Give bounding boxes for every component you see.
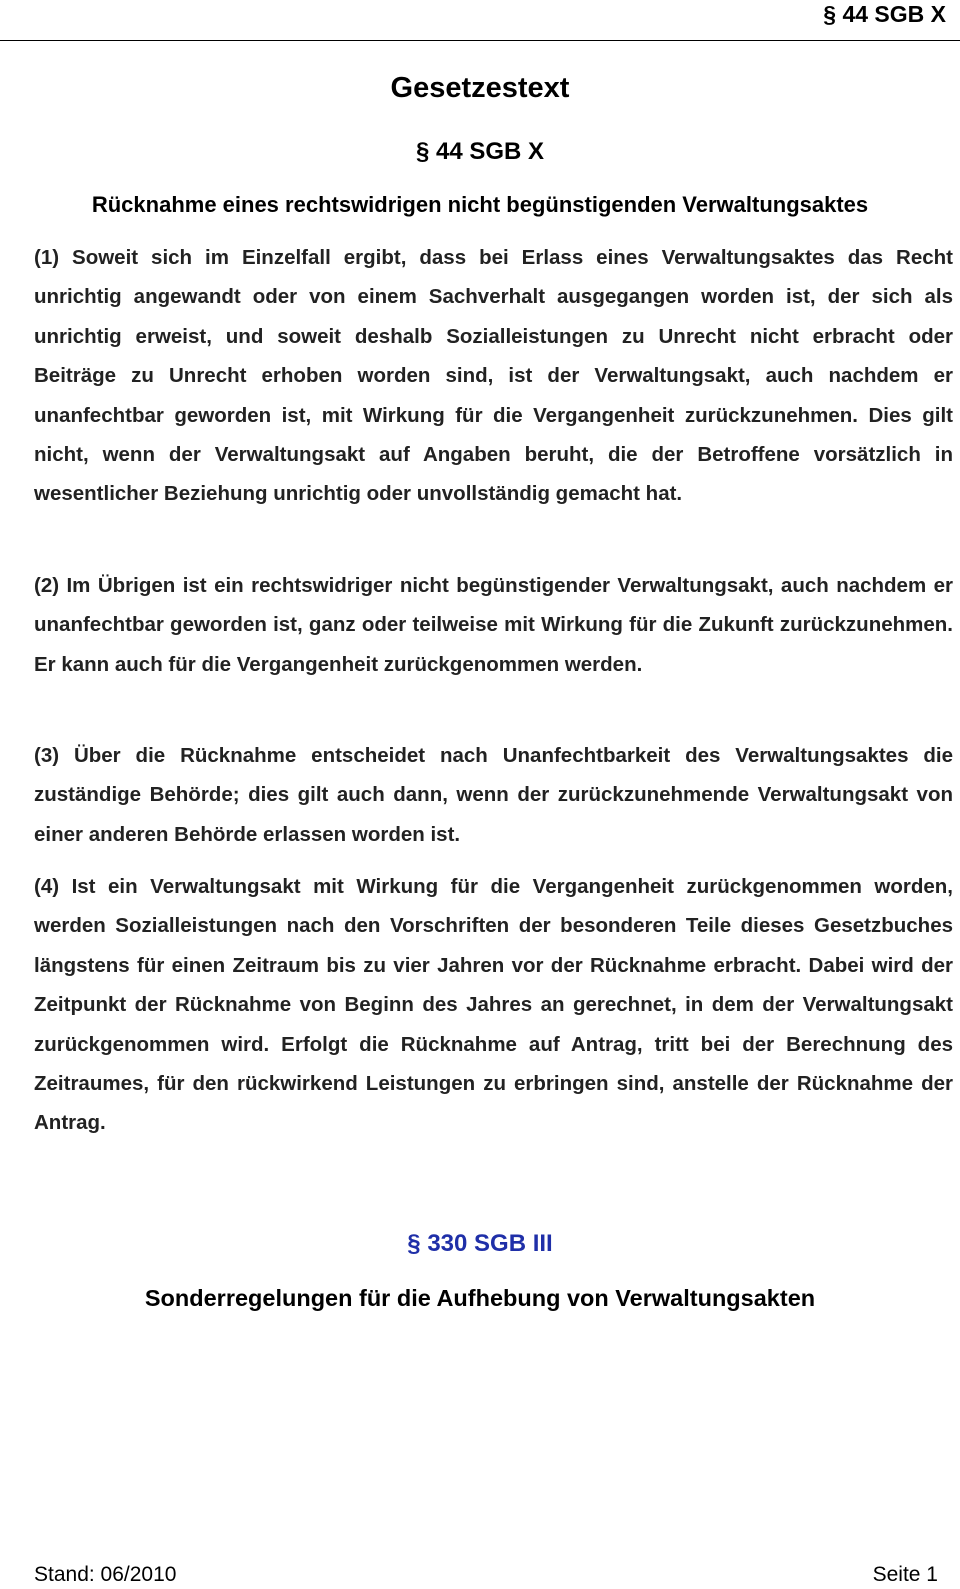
footer-page-number: Seite 1 — [872, 1563, 938, 1586]
section-subtitle-330-sgb-iii: Sonderregelungen für die Aufhebung von Verwaltungsakten — [144, 1285, 816, 1311]
section-heading-330-sgb-iii-link[interactable]: § 330 SGB III — [407, 1230, 553, 1257]
header-divider — [0, 40, 960, 41]
section-heading-44-sgb-x: § 44 SGB X — [415, 138, 545, 165]
footer-stand-date: Stand: 06/2010 — [34, 1563, 177, 1586]
paragraph-1: (1) Soweit sich im Einzelfall ergibt, dass bei Erlass eines Verwaltungsaktes das Recht unrichtig angewandt oder von einem Sachverhalt ausgegangen worden ist, der sich als unrichtig erweist, und soweit deshalb Sozialleistungen zu Unrecht nicht erbracht oder Beiträge zu Unrecht erhoben worden sind, ist der Verwaltungsakt, auch nachdem er unanfechtbar geworden ist, mit Wirkung für die Vergangenheit zurückzunehmen. Dies gilt nicht, wenn der Verwaltungsakt auf Angaben beruht, die der Betroffene vorsätzlich in wesentlicher Beziehung unrichtig oder unvollständig gemacht hat. — [34, 246, 953, 506]
paragraph-3: (3) Über die Rücknahme entscheidet nach Unanfechtbarkeit des Verwaltungsaktes die zuständige Behörde; dies gilt auch dann, wenn der zurückzunehmende Verwaltungsakt von einer anderen Behörde erlassen worden ist. — [34, 744, 953, 846]
paragraph-2: (2) Im Übrigen ist ein rechtswidriger nicht begünstigender Verwaltungsakt, auch nachdem er unanfechtbar geworden ist, ganz oder teilweise mit Wirkung für die Zukunft zurückzunehmen. Er kann auch für die Vergangenheit zurückgenommen werden. — [34, 574, 953, 676]
running-header-title: § 44 SGB X — [823, 1, 946, 27]
page-title: Gesetzestext — [390, 72, 570, 104]
section-subtitle-44-sgb-x: Rücknahme eines rechtswidrigen nicht begünstigenden Verwaltungsaktes — [91, 192, 869, 217]
paragraph-4: (4) Ist ein Verwaltungsakt mit Wirkung für die Vergangenheit zurückgenommen worden, werden Sozialleistungen nach den Vorschriften der besonderen Teile dieses Gesetzbuches längstens für einen Zeitraum bis zu vier Jahren vor der Rücknahme erbracht. Dabei wird der Zeitpunkt der Rücknahme von Beginn des Jahres an gerechnet, in dem der Verwaltungsakt zurückgenommen wird. Erfolgt die Rücknahme auf Antrag, tritt bei der Berechnung des Zeitraumes, für den rückwirkend Leistungen zu erbringen sind, anstelle der Rücknahme der Antrag. — [34, 875, 953, 1135]
